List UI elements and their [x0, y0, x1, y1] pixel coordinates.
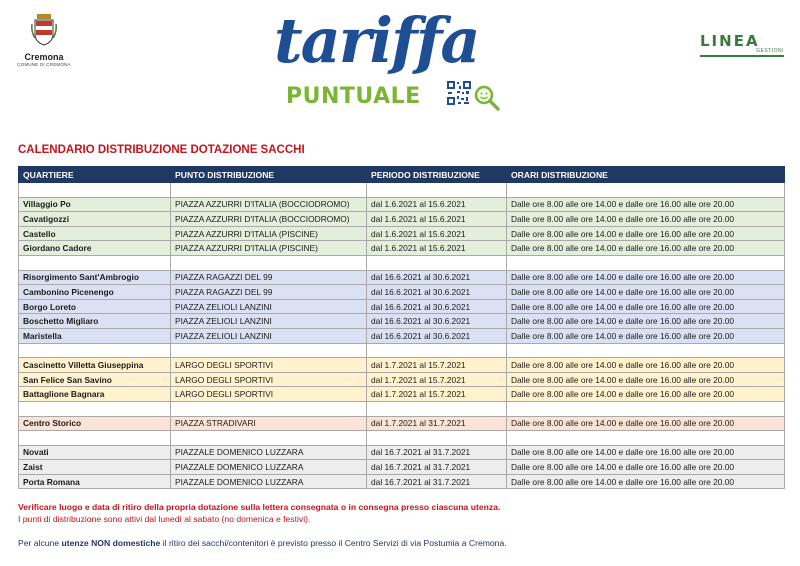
spacer-row: [19, 431, 785, 446]
cell-orari: Dalle ore 8.00 alle ore 14.00 e dalle ore 16.00 alle ore 20.00: [507, 474, 785, 489]
note-days: I punti di distribuzione sono attivi dal lunedì al sabato (no domenica e festivi).: [18, 514, 311, 524]
cell-punto: LARGO DEGLI SPORTIVI: [171, 372, 367, 387]
cell-punto: PIAZZA AZZURRI D'ITALIA (BOCCIODROMO): [171, 212, 367, 227]
table-row: [19, 241, 785, 256]
qr-code-icon: [446, 80, 472, 106]
cell-periodo: dal 1.7.2021 al 15.7.2021: [367, 358, 507, 373]
table-row: [19, 226, 785, 241]
cell-periodo: dal 16.6.2021 al 30.6.2021: [367, 285, 507, 300]
cell-periodo: dal 16.7.2021 al 31.7.2021: [367, 445, 507, 460]
cell-periodo: dal 1.7.2021 al 15.7.2021: [367, 372, 507, 387]
page-title: CALENDARIO DISTRIBUZIONE DOTAZIONE SACCHI: [18, 144, 305, 156]
notes-section: [18, 502, 784, 548]
table-row: [19, 270, 785, 285]
brand-title: tariffa: [274, 4, 479, 77]
cell-punto: PIAZZA RAGAZZI DEL 99: [171, 270, 367, 285]
cell-periodo: dal 16.7.2021 al 31.7.2021: [367, 474, 507, 489]
cell-quartiere: Battaglione Bagnara: [19, 387, 171, 402]
cell-punto: PIAZZA AZZURRI D'ITALIA (BOCCIODROMO): [171, 197, 367, 212]
table-row: [19, 314, 785, 329]
cell-punto: PIAZZA STRADIVARI: [171, 416, 367, 431]
cell-quartiere: Villaggio Po: [19, 197, 171, 212]
table-row: [19, 387, 785, 402]
column-header-quartiere: QUARTIERE: [19, 167, 171, 183]
cell-periodo: dal 1.6.2021 al 15.6.2021: [367, 241, 507, 256]
cell-orari: Dalle ore 8.00 alle ore 14.00 e dalle ore 16.00 alle ore 20.00: [507, 226, 785, 241]
column-header-periodo: PERIODO DISTRIBUZIONE: [367, 167, 507, 183]
cell-quartiere: Boschetto Migliaro: [19, 314, 171, 329]
cell-periodo: dal 16.6.2021 al 30.6.2021: [367, 314, 507, 329]
table-row: [19, 445, 785, 460]
cell-orari: Dalle ore 8.00 alle ore 14.00 e dalle ore 16.00 alle ore 20.00: [507, 445, 785, 460]
cell-quartiere: Cambonino Picenengo: [19, 285, 171, 300]
table-row: [19, 416, 785, 431]
magnifier-icon: [473, 84, 501, 112]
cell-quartiere: Centro Storico: [19, 416, 171, 431]
cell-quartiere: Cavatigozzi: [19, 212, 171, 227]
cell-punto: LARGO DEGLI SPORTIVI: [171, 387, 367, 402]
cell-orari: Dalle ore 8.00 alle ore 14.00 e dalle ore 16.00 alle ore 20.00: [507, 314, 785, 329]
distribution-table: [18, 166, 785, 489]
cell-punto: PIAZZA AZZURRI D'ITALIA (PISCINE): [171, 241, 367, 256]
cell-quartiere: Giordano Cadore: [19, 241, 171, 256]
note-verify: Verificare luogo e data di ritiro della propria dotazione sulla lettera consegnata o in consegna presso ciascuna utenza.: [18, 502, 501, 512]
tariffa-puntuale-logo: [270, 6, 520, 116]
cell-quartiere: Porta Romana: [19, 474, 171, 489]
table-row: [19, 299, 785, 314]
cell-orari: Dalle ore 8.00 alle ore 14.00 e dalle ore 16.00 alle ore 20.00: [507, 270, 785, 285]
cell-orari: Dalle ore 8.00 alle ore 14.00 e dalle ore 16.00 alle ore 20.00: [507, 212, 785, 227]
table-row: [19, 358, 785, 373]
brand-subtitle: PUNTUALE: [286, 84, 421, 109]
table-header-row: [19, 167, 785, 183]
cell-periodo: dal 1.6.2021 al 15.6.2021: [367, 197, 507, 212]
cell-punto: PIAZZALE DOMENICO LUZZARA: [171, 445, 367, 460]
cell-punto: PIAZZALE DOMENICO LUZZARA: [171, 460, 367, 475]
cell-punto: PIAZZA ZELIOLI LANZINI: [171, 314, 367, 329]
partner-logo-sub: GESTIONI: [756, 48, 784, 54]
cell-punto: PIAZZALE DOMENICO LUZZARA: [171, 474, 367, 489]
cell-quartiere: Cascinetto Villetta Giuseppina: [19, 358, 171, 373]
cell-punto: PIAZZA ZELIOLI LANZINI: [171, 328, 367, 343]
cell-periodo: dal 1.6.2021 al 15.6.2021: [367, 212, 507, 227]
spacer-row: [19, 401, 785, 416]
spacer-row: [19, 183, 785, 198]
spacer-row: [19, 255, 785, 270]
cell-punto: PIAZZA AZZURRI D'ITALIA (PISCINE): [171, 226, 367, 241]
cell-orari: Dalle ore 8.00 alle ore 14.00 e dalle ore 16.00 alle ore 20.00: [507, 328, 785, 343]
table-row: [19, 372, 785, 387]
cell-punto: LARGO DEGLI SPORTIVI: [171, 358, 367, 373]
cell-orari: Dalle ore 8.00 alle ore 14.00 e dalle ore 16.00 alle ore 20.00: [507, 387, 785, 402]
cell-quartiere: Borgo Loreto: [19, 299, 171, 314]
note-non-domestic-bold: utenze NON domestiche: [61, 538, 161, 548]
cell-orari: Dalle ore 8.00 alle ore 14.00 e dalle ore 16.00 alle ore 20.00: [507, 299, 785, 314]
cell-orari: Dalle ore 8.00 alle ore 14.00 e dalle ore 16.00 alle ore 20.00: [507, 372, 785, 387]
cell-periodo: dal 1.6.2021 al 15.6.2021: [367, 226, 507, 241]
cell-orari: Dalle ore 8.00 alle ore 14.00 e dalle ore 16.00 alle ore 20.00: [507, 241, 785, 256]
cell-orari: Dalle ore 8.00 alle ore 14.00 e dalle ore 16.00 alle ore 20.00: [507, 285, 785, 300]
cell-periodo: dal 16.6.2021 al 30.6.2021: [367, 328, 507, 343]
cell-orari: Dalle ore 8.00 alle ore 14.00 e dalle ore 16.00 alle ore 20.00: [507, 416, 785, 431]
cell-orari: Dalle ore 8.00 alle ore 14.00 e dalle ore 16.00 alle ore 20.00: [507, 358, 785, 373]
table-row: [19, 474, 785, 489]
note-non-domestic-post: il ritiro dei sacchi/contenitori è previsto presso il Centro Servizi di via Postumia a Cremona.: [160, 538, 507, 548]
cell-periodo: dal 16.6.2021 al 30.6.2021: [367, 270, 507, 285]
cell-quartiere: Castello: [19, 226, 171, 241]
cell-periodo: dal 1.7.2021 al 15.7.2021: [367, 387, 507, 402]
table-row: [19, 212, 785, 227]
cell-periodo: dal 16.7.2021 al 31.7.2021: [367, 460, 507, 475]
column-header-orari: ORARI DISTRIBUZIONE: [507, 167, 785, 183]
cell-quartiere: San Felice San Savino: [19, 372, 171, 387]
partner-logo-bar: [700, 55, 784, 57]
city-name: Cremona: [24, 52, 64, 62]
cell-quartiere: Zaist: [19, 460, 171, 475]
cell-periodo: dal 1.7.2021 al 31.7.2021: [367, 416, 507, 431]
spacer-row: [19, 343, 785, 358]
linea-gestioni-logo: [700, 32, 786, 62]
note-non-domestic: [18, 538, 784, 548]
table-row: [19, 328, 785, 343]
note-non-domestic-pre: Per alcune: [18, 538, 62, 548]
cell-orari: Dalle ore 8.00 alle ore 14.00 e dalle ore 16.00 alle ore 20.00: [507, 197, 785, 212]
column-header-punto: PUNTO DISTRIBUZIONE: [171, 167, 367, 183]
cremona-logo: [14, 14, 74, 67]
cell-quartiere: Risorgimento Sant'Ambrogio: [19, 270, 171, 285]
table-row: [19, 285, 785, 300]
cell-orari: Dalle ore 8.00 alle ore 14.00 e dalle ore 16.00 alle ore 20.00: [507, 460, 785, 475]
cell-quartiere: Novati: [19, 445, 171, 460]
table-body: [19, 183, 785, 489]
table-row: [19, 460, 785, 475]
cell-quartiere: Maristella: [19, 328, 171, 343]
cell-periodo: dal 16.6.2021 al 30.6.2021: [367, 299, 507, 314]
crest-icon: [31, 14, 57, 46]
table-row: [19, 197, 785, 212]
cell-punto: PIAZZA RAGAZZI DEL 99: [171, 285, 367, 300]
partner-logo-text: LINEA: [700, 32, 760, 50]
cell-punto: PIAZZA ZELIOLI LANZINI: [171, 299, 367, 314]
comune-text: COMUNE DI CREMONA: [17, 62, 71, 67]
